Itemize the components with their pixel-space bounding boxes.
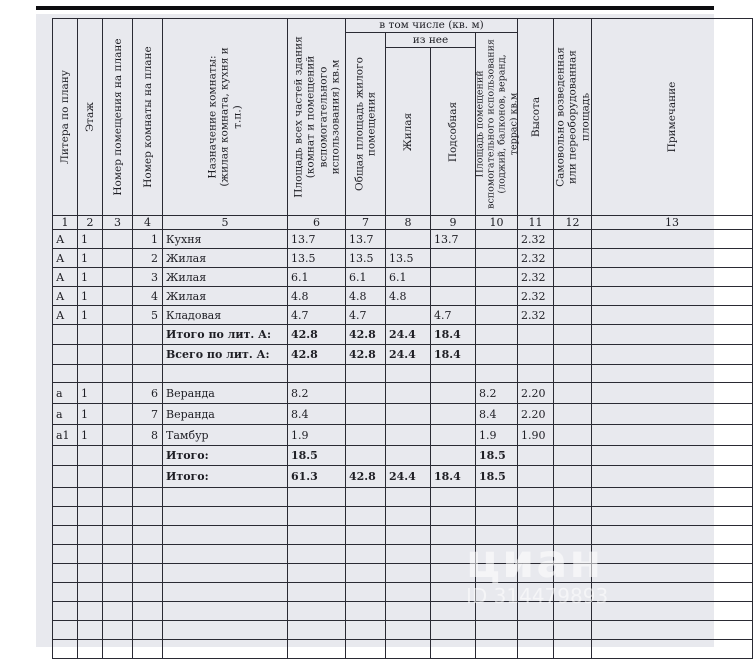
cell-veranda: 1.9 xyxy=(476,425,518,446)
table-row xyxy=(53,404,753,425)
cell-total: 4.8 xyxy=(346,287,386,306)
cell-floor: 1 xyxy=(78,287,103,306)
cell-aux xyxy=(431,268,476,287)
subtotal-label: Итого по лит. А: xyxy=(163,325,288,345)
header-line xyxy=(36,6,714,10)
cell-area: 4.7 xyxy=(288,306,346,325)
cell-room: 7 xyxy=(133,404,163,425)
cell-total: 42.8 xyxy=(346,345,386,365)
colnum: 5 xyxy=(163,216,288,230)
empty-row xyxy=(53,640,753,659)
cell-height: 2.32 xyxy=(518,287,554,306)
cell-apt xyxy=(103,287,133,306)
cell-area: 4.8 xyxy=(288,287,346,306)
cell-living: 13.5 xyxy=(386,249,431,268)
cell-empty xyxy=(554,230,592,249)
cell-apt xyxy=(103,249,133,268)
cell-empty xyxy=(554,268,592,287)
cell-aux: 18.4 xyxy=(431,325,476,345)
colnum: 13 xyxy=(592,216,753,230)
cell-room: 2 xyxy=(133,249,163,268)
cell-floor: 1 xyxy=(78,404,103,425)
cell-area: 6.1 xyxy=(288,268,346,287)
col-header-8: Жилая xyxy=(386,48,431,216)
cell-lit: А xyxy=(53,306,78,325)
cell-lit: а1 xyxy=(53,425,78,446)
table-row xyxy=(53,287,753,306)
table-row xyxy=(53,249,753,268)
total-row xyxy=(53,345,753,365)
cell-empty xyxy=(592,287,753,306)
table-row xyxy=(53,268,753,287)
col-subgroup-header: из нее xyxy=(386,33,476,48)
cell-area: 8.2 xyxy=(288,383,346,404)
cell-height: 2.32 xyxy=(518,306,554,325)
cell-empty xyxy=(592,306,753,325)
cell-height: 2.20 xyxy=(518,383,554,404)
cell-height: 1.90 xyxy=(518,425,554,446)
colnum: 12 xyxy=(554,216,592,230)
subtotal-label: Итого: xyxy=(163,446,288,466)
cell-room: 5 xyxy=(133,306,163,325)
cell-name: Кладовая xyxy=(163,306,288,325)
cell-aux xyxy=(431,287,476,306)
cell-living: 4.8 xyxy=(386,287,431,306)
cell-total: 13.7 xyxy=(346,230,386,249)
cell-floor: 1 xyxy=(78,268,103,287)
empty-row xyxy=(53,488,753,507)
col-header-5: Назначение комнаты: (жилая комната, кухня и т.п.) xyxy=(163,19,288,216)
cell-floor: 1 xyxy=(78,230,103,249)
cell-name: Веранда xyxy=(163,383,288,404)
col-header-12: Самовольно возведенная или переоборудованная площадь xyxy=(554,19,592,216)
cell-veranda xyxy=(476,287,518,306)
colnum: 11 xyxy=(518,216,554,230)
cell-empty xyxy=(592,268,753,287)
col-header-11: Высота xyxy=(518,19,554,216)
col-header-4: Номер комнаты на плане xyxy=(133,19,163,216)
colnum: 3 xyxy=(103,216,133,230)
cell-total: 4.7 xyxy=(346,306,386,325)
cell-area: 42.8 xyxy=(288,345,346,365)
cell-living: 24.4 xyxy=(386,466,431,488)
cell-room: 3 xyxy=(133,268,163,287)
col-header-9: Подсобная xyxy=(431,48,476,216)
cell-apt xyxy=(103,404,133,425)
colnum: 2 xyxy=(78,216,103,230)
cell-aux: 13.7 xyxy=(431,230,476,249)
cell-floor: 1 xyxy=(78,306,103,325)
column-numbers-row xyxy=(53,216,753,230)
col-header-13: Примечание xyxy=(592,19,753,216)
cell-area: 42.8 xyxy=(288,325,346,345)
cell-area: 13.5 xyxy=(288,249,346,268)
empty-row xyxy=(53,602,753,621)
col-header-6: Площадь всех частей здания (комнат и помещений вспомогательного использования) кв.м xyxy=(288,19,346,216)
grand-total-label: Итого: xyxy=(163,466,288,488)
cell-veranda xyxy=(476,306,518,325)
empty-row xyxy=(53,507,753,526)
cell-total: 6.1 xyxy=(346,268,386,287)
col-header-1: Литера по плану xyxy=(53,19,78,216)
cell-living: 24.4 xyxy=(386,325,431,345)
colnum: 6 xyxy=(288,216,346,230)
cell-empty xyxy=(554,287,592,306)
col-group-header: в том числе (кв. м) xyxy=(346,19,518,33)
cell-name: Жилая xyxy=(163,268,288,287)
cell-apt xyxy=(103,383,133,404)
cell-apt xyxy=(103,306,133,325)
cell-veranda xyxy=(476,249,518,268)
cell-height: 2.20 xyxy=(518,404,554,425)
table-row xyxy=(53,383,753,404)
cell-height: 2.32 xyxy=(518,230,554,249)
document-sheet xyxy=(36,14,714,647)
colnum: 10 xyxy=(476,216,518,230)
empty-row xyxy=(53,583,753,602)
cell-empty xyxy=(592,249,753,268)
cell-room: 8 xyxy=(133,425,163,446)
cell-floor: 1 xyxy=(78,425,103,446)
empty-row xyxy=(53,365,753,383)
cell-apt xyxy=(103,230,133,249)
explication-table xyxy=(52,18,753,659)
total-label: Всего по лит. А: xyxy=(163,345,288,365)
cell-aux: 4.7 xyxy=(431,306,476,325)
cell-name: Жилая xyxy=(163,249,288,268)
empty-row xyxy=(53,564,753,583)
cell-total: 42.8 xyxy=(346,325,386,345)
cell-room: 4 xyxy=(133,287,163,306)
cell-living xyxy=(386,230,431,249)
cell-veranda: 18.5 xyxy=(476,446,518,466)
cell-floor: 1 xyxy=(78,249,103,268)
cell-lit: а xyxy=(53,404,78,425)
cell-height: 2.32 xyxy=(518,268,554,287)
cell-height: 2.32 xyxy=(518,249,554,268)
cell-floor: 1 xyxy=(78,383,103,404)
cell-area: 8.4 xyxy=(288,404,346,425)
cell-area: 13.7 xyxy=(288,230,346,249)
cell-lit: А xyxy=(53,249,78,268)
colnum: 1 xyxy=(53,216,78,230)
cell-apt xyxy=(103,425,133,446)
watermark-id: ID 314479893 xyxy=(466,584,609,608)
cell-living xyxy=(386,306,431,325)
subtotal-row xyxy=(53,325,753,345)
cell-apt xyxy=(103,268,133,287)
col-header-2: Этаж xyxy=(78,19,103,216)
cell-veranda xyxy=(476,268,518,287)
cell-empty xyxy=(592,230,753,249)
col-header-10: Площадь помещений вспомогательного использования (лоджий, балконов, веранд, террас) кв.м xyxy=(476,33,518,216)
cell-area: 1.9 xyxy=(288,425,346,446)
cell-aux: 18.4 xyxy=(431,345,476,365)
cell-name: Жилая xyxy=(163,287,288,306)
table-row xyxy=(53,230,753,249)
cell-name: Веранда xyxy=(163,404,288,425)
cell-area: 18.5 xyxy=(288,446,346,466)
watermark-brand: циан xyxy=(466,534,604,588)
cell-lit: А xyxy=(53,287,78,306)
cell-aux: 18.4 xyxy=(431,466,476,488)
cell-living: 6.1 xyxy=(386,268,431,287)
col-header-3: Номер помещения на плане xyxy=(103,19,133,216)
colnum: 8 xyxy=(386,216,431,230)
colnum: 9 xyxy=(431,216,476,230)
table-row xyxy=(53,306,753,325)
subtotal-row xyxy=(53,446,753,466)
cell-room: 6 xyxy=(133,383,163,404)
cell-name: Тамбур xyxy=(163,425,288,446)
cell-total: 42.8 xyxy=(346,466,386,488)
cell-lit: а xyxy=(53,383,78,404)
colnum: 7 xyxy=(346,216,386,230)
cell-area: 61.3 xyxy=(288,466,346,488)
cell-lit: А xyxy=(53,230,78,249)
table-row xyxy=(53,425,753,446)
cell-aux xyxy=(431,249,476,268)
empty-row xyxy=(53,545,753,564)
cell-empty xyxy=(554,306,592,325)
cell-living: 24.4 xyxy=(386,345,431,365)
cell-veranda: 8.4 xyxy=(476,404,518,425)
grand-total-row xyxy=(53,466,753,488)
empty-row xyxy=(53,621,753,640)
cell-room: 1 xyxy=(133,230,163,249)
col-header-7: Общая площадь жилого помещения xyxy=(346,33,386,216)
cell-lit: А xyxy=(53,268,78,287)
cell-veranda xyxy=(476,230,518,249)
cell-name: Кухня xyxy=(163,230,288,249)
colnum: 4 xyxy=(133,216,163,230)
empty-row xyxy=(53,526,753,545)
cell-veranda: 18.5 xyxy=(476,466,518,488)
cell-veranda: 8.2 xyxy=(476,383,518,404)
cell-empty xyxy=(554,249,592,268)
cell-total: 13.5 xyxy=(346,249,386,268)
